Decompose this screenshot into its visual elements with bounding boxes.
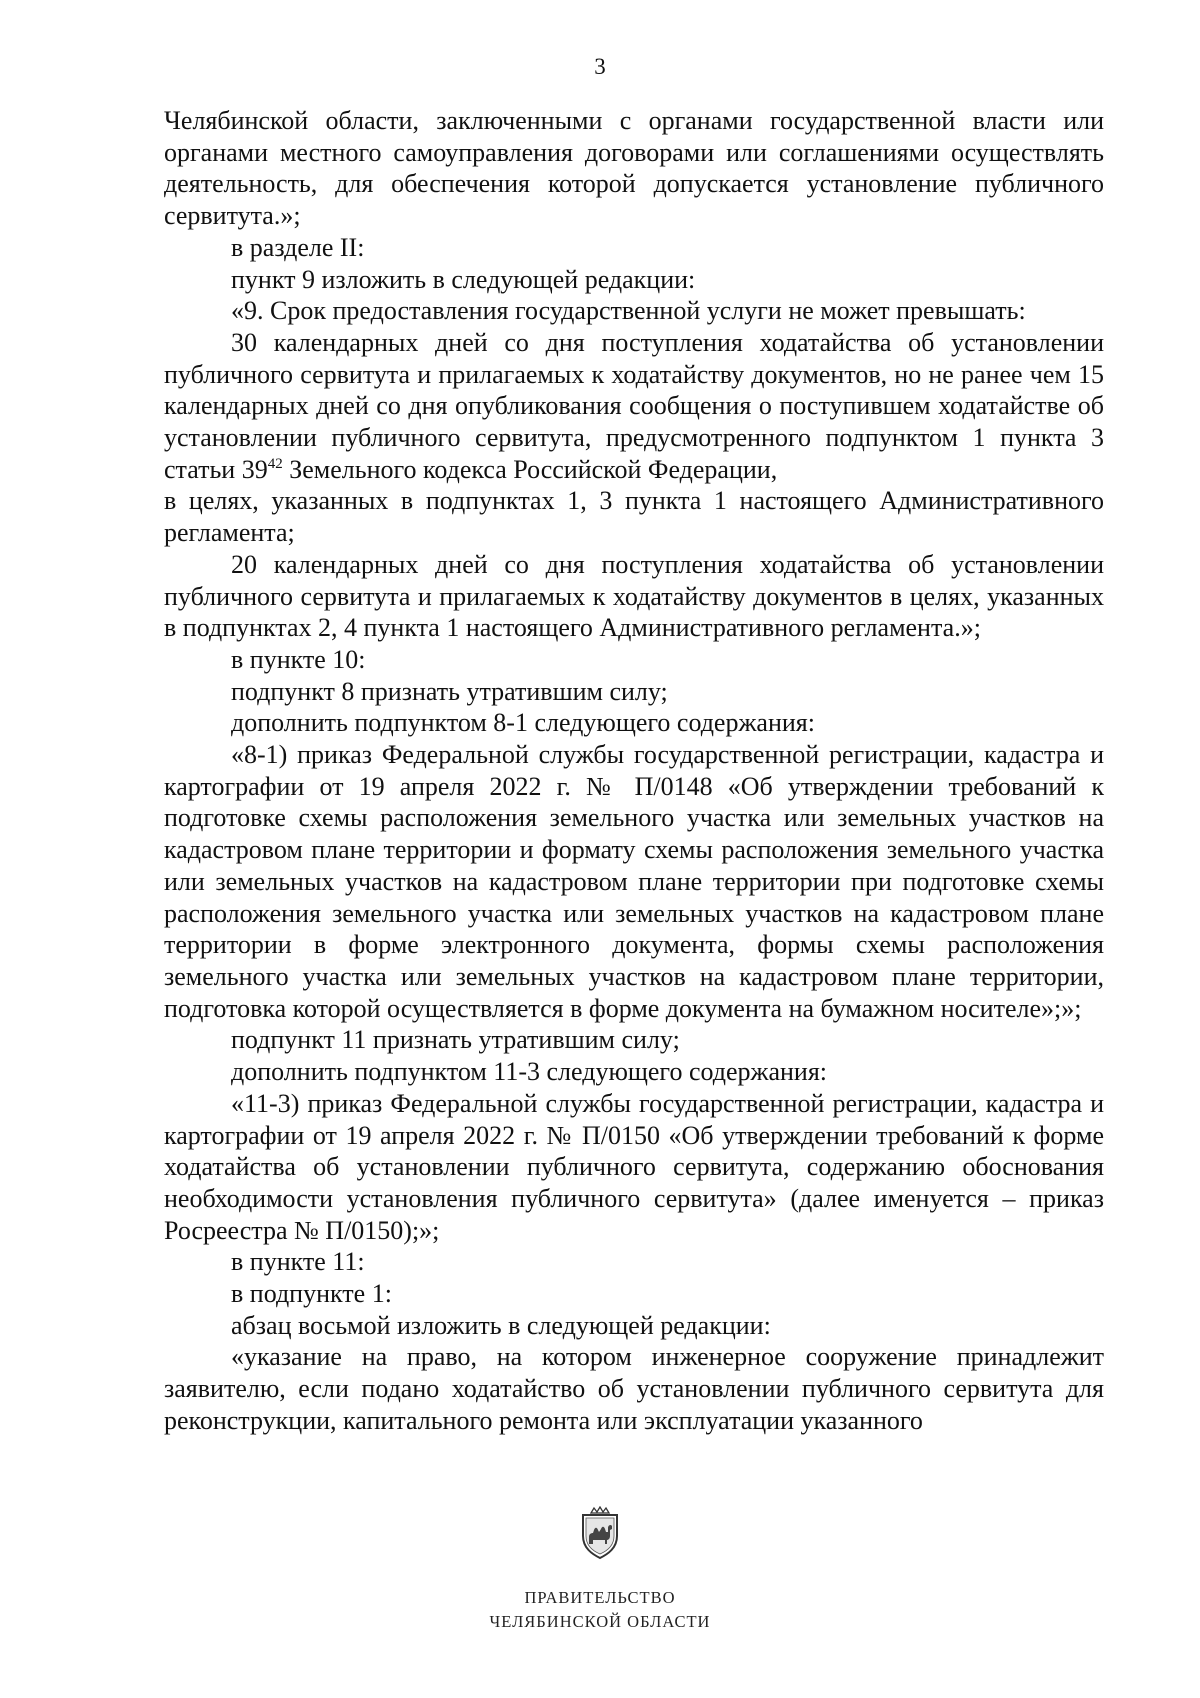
article-superscript: 42 (267, 455, 283, 472)
paragraph: «указание на право, на котором инженерное сооружение принадлежит заявителю, если подано ходатайство об установлении публичного сервитута для реконструкции, капитального ремонта или эксплуатации указанного (164, 1342, 1104, 1435)
paragraph: в подпункте 1: (231, 1279, 392, 1309)
government-footer (0, 1506, 1200, 1634)
paragraph: пункт 9 изложить в следующей редакции: (231, 264, 696, 294)
coat-of-arms-icon (577, 1506, 623, 1560)
paragraph: «9. Срок предоставления государственной услуги не может превышать: (231, 296, 1026, 326)
paragraph-text-tail: Земельного кодекса Российской Федерации, (282, 454, 778, 484)
footer-line-1: ПРАВИТЕЛЬСТВО (524, 1588, 676, 1607)
paragraph-with-footnote (164, 327, 1104, 486)
paragraph: подпункт 8 признать утратившим силу; (231, 676, 668, 706)
paragraph: Челябинской области, заключенными с органами государственной власти или органами местного самоуправления договорами или соглашениями осуществлять деятельность, для обеспечения которой допускается установление публичного сервитута.»; (164, 106, 1104, 231)
page-number: 3 (594, 54, 606, 79)
paragraph: в целях, указанных в подпунктах 1, 3 пункта 1 настоящего Административного регламента; (164, 486, 1104, 548)
paragraph: «8-1) приказ Федеральной службы государственной регистрации, кадастра и картографии от 19 апреля 2022 г. № П/0148 «Об утверждении требований к подготовке схемы расположения земельного участка или земельных участков на кадастровом плане территории и формату схемы расположения земельного участка или земельных участков на кадастровом плане территории при подготовке схемы расположения земельного участка или земельных участков на кадастровом плане территории в форме электронного документа, формы схемы расположения земельного участка или земельных участков на кадастровом плане территории, подготовка которой осуществляется в форме документа на бумажном носителе»;»; (164, 740, 1104, 1023)
paragraph: подпункт 11 признать утратившим силу; (231, 1025, 680, 1055)
footer-line-2: ЧЕЛЯБИНСКОЙ ОБЛАСТИ (489, 1612, 711, 1631)
paragraph-text: 30 календарных дней со дня поступления ходатайства об установлении публичного сервитута и прилагаемых к ходатайству документов, но не ранее чем 15 календарных дней со дня опубликования сообщения о поступившем ходатайстве об установлении публичного сервитута, предусмотренного подпунктом 1 пункта 3 статьи 39 (164, 327, 1104, 484)
document-body (164, 105, 1104, 1437)
paragraph: в разделе II: (231, 232, 365, 262)
paragraph: 20 календарных дней со дня поступления ходатайства об установлении публичного сервитута и прилагаемых к ходатайству документов в целях, указанных в подпунктах 2, 4 пункта 1 настоящего Административного регламента.»; (164, 549, 1104, 643)
paragraph: в пункте 10: (231, 644, 366, 674)
paragraph: дополнить подпунктом 11-3 следующего содержания: (231, 1057, 828, 1087)
paragraph: абзац восьмой изложить в следующей редакции: (231, 1310, 771, 1340)
paragraph: дополнить подпунктом 8-1 следующего содержания: (231, 708, 815, 738)
paragraph: в пункте 11: (231, 1247, 365, 1277)
paragraph: «11-3) приказ Федеральной службы государственной регистрации, кадастра и картографии от 19 апреля 2022 г. № П/0150 «Об утверждении требований к форме ходатайства об установлении публичного сервитута, содержанию обоснования необходимости установления публичного сервитута» (далее именуется – приказ Росреестра № П/0150);»; (164, 1088, 1104, 1245)
